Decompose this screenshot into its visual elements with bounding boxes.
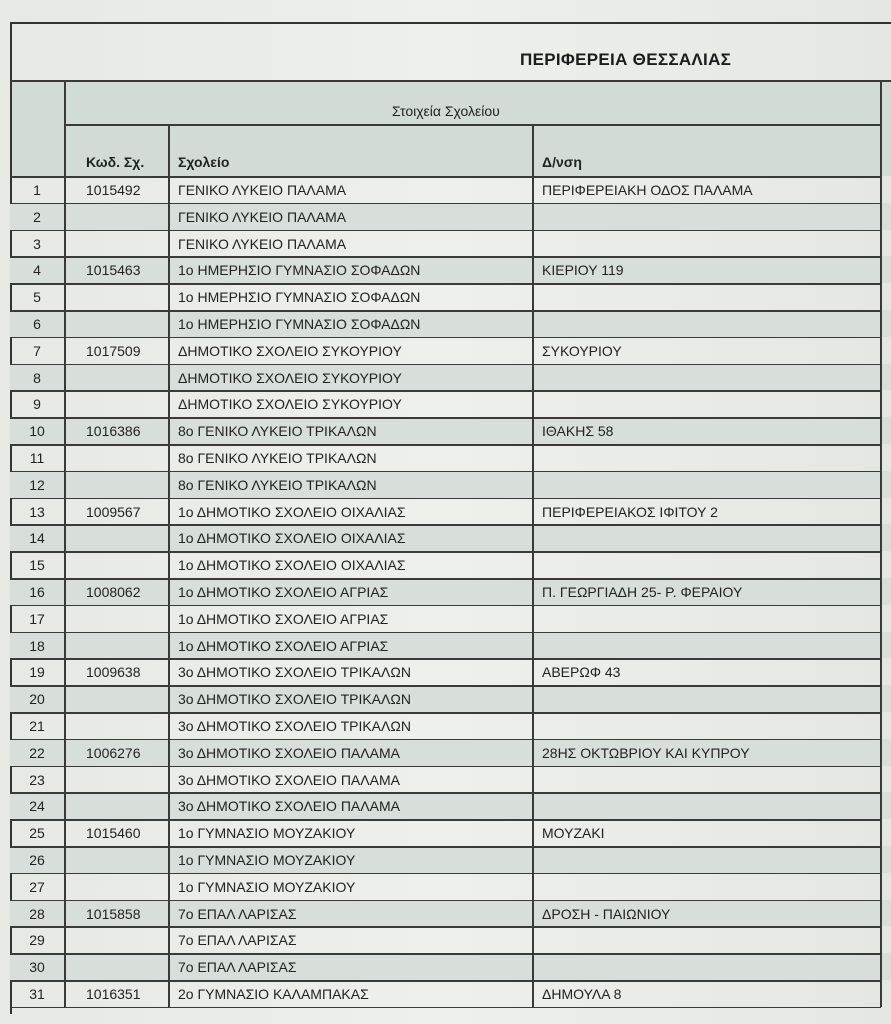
school-code: 1015492 <box>86 182 141 198</box>
school-name: 3ο ΔΗΜΟΤΙΚΟ ΣΧΟΛΕΙΟ ΠΑΛΑΜΑ <box>178 798 400 815</box>
grid-line-horizontal <box>10 658 881 660</box>
row-number: 30 <box>29 959 45 976</box>
row-number: 23 <box>29 771 45 788</box>
grid-line-horizontal <box>10 980 881 982</box>
school-name: 1ο ΔΗΜΟΤΙΚΟ ΣΧΟΛΕΙΟ ΑΓΡΙΑΣ <box>178 584 389 600</box>
row-number: 17 <box>29 610 45 627</box>
school-address: ΠΕΡΙΦΕΡΕΙΑΚΟΣ ΙΦΙΤΟΥ 2 <box>542 503 718 520</box>
grid-line-horizontal <box>10 176 881 178</box>
school-name: 1ο ΔΗΜΟΤΙΚΟ ΣΧΟΛΕΙΟ ΑΓΡΙΑΣ <box>178 610 389 627</box>
school-code: 1015858 <box>86 905 141 922</box>
row-number: 20 <box>29 691 45 708</box>
grid-line-horizontal <box>10 337 881 339</box>
school-name: 2ο ΓΥΜΝΑΣΙΟ ΚΑΛΑΜΠΑΚΑΣ <box>178 986 369 1002</box>
grid-line-vertical <box>168 124 170 1007</box>
grid-line-horizontal <box>10 524 881 526</box>
school-name: 7ο ΕΠΑΛ ΛΑΡΙΣΑΣ <box>178 932 297 949</box>
row-number: 13 <box>29 503 45 520</box>
row-number: 3 <box>33 235 41 252</box>
table-row <box>10 203 891 230</box>
school-address: ΣΥΚΟΥΡΙΟΥ <box>542 342 622 359</box>
grid-line-horizontal <box>10 953 881 955</box>
table-row <box>10 524 891 551</box>
school-address: ΔΡΟΣΗ - ΠΑΙΩΝΙΟΥ <box>542 905 671 922</box>
row-number: 2 <box>33 208 41 225</box>
row-number: 16 <box>29 584 45 600</box>
row-number: 12 <box>29 476 45 493</box>
row-number: 8 <box>33 369 41 386</box>
grid-line-horizontal <box>10 230 881 232</box>
column-header-code: Κωδ. Σχ. <box>86 154 145 170</box>
grid-line-horizontal <box>10 739 881 741</box>
grid-line-horizontal <box>10 712 881 714</box>
school-code: 1009567 <box>86 503 141 520</box>
table-row <box>10 792 891 819</box>
table-row <box>10 471 891 498</box>
school-name: 1ο ΓΥΜΝΑΣΙΟ ΜΟΥΖΑΚΙΟΥ <box>178 825 356 842</box>
school-address: Π. ΓΕΩΡΓΙΑΔΗ 25- Ρ. ΦΕΡΑΙΟΥ <box>542 584 743 600</box>
table-row <box>10 498 891 525</box>
grid-line-horizontal <box>10 471 881 473</box>
school-name: ΓΕΝΙΚΟ ΛΥΚΕΙΟ ΠΑΛΑΜΑ <box>178 235 347 252</box>
table-row <box>10 819 891 846</box>
row-number: 29 <box>29 932 45 949</box>
grid-line-horizontal <box>10 551 881 553</box>
table-row <box>10 605 891 632</box>
school-name: ΔΗΜΟΤΙΚΟ ΣΧΟΛΕΙΟ ΣΥΚΟΥΡΙΟΥ <box>178 369 402 386</box>
grid-line-horizontal <box>10 873 881 875</box>
grid-line-horizontal <box>10 632 881 634</box>
table-row <box>10 417 891 444</box>
school-name: 1ο ΔΗΜΟΤΙΚΟ ΣΧΟΛΕΙΟ ΟΙΧΑΛΙΑΣ <box>178 503 406 520</box>
table-row <box>10 685 891 712</box>
grid-line-horizontal <box>10 364 881 366</box>
school-name: ΓΕΝΙΚΟ ΛΥΚΕΙΟ ΠΑΛΑΜΑ <box>178 208 347 225</box>
row-number: 31 <box>29 986 45 1002</box>
grid-line-vertical <box>532 124 534 1007</box>
school-name: 8ο ΓΕΝΙΚΟ ΛΥΚΕΙΟ ΤΡΙΚΑΛΩΝ <box>178 476 377 493</box>
school-code: 1015463 <box>86 262 141 279</box>
school-address: ΔΗΜΟΥΛΑ 8 <box>542 986 622 1002</box>
school-code: 1006276 <box>86 744 141 761</box>
grid-line-horizontal <box>10 578 881 580</box>
school-name: 1ο ΔΗΜΟΤΙΚΟ ΣΧΟΛΕΙΟ ΟΙΧΑΛΙΑΣ <box>178 557 406 574</box>
school-name: 3ο ΔΗΜΟΤΙΚΟ ΣΧΟΛΕΙΟ ΠΑΛΑΜΑ <box>178 744 400 761</box>
school-name: 3ο ΔΗΜΟΤΙΚΟ ΣΧΟΛΕΙΟ ΤΡΙΚΑΛΩΝ <box>178 691 411 708</box>
school-name: 7ο ΕΠΑΛ ΛΑΡΙΣΑΣ <box>178 905 297 922</box>
school-name: ΔΗΜΟΤΙΚΟ ΣΧΟΛΕΙΟ ΣΥΚΟΥΡΙΟΥ <box>178 396 402 413</box>
grid-line-horizontal <box>10 283 881 285</box>
row-number: 19 <box>29 664 45 681</box>
school-name: 1ο ΗΜΕΡΗΣΙΟ ΓΥΜΝΑΣΙΟ ΣΟΦΑΔΩΝ <box>178 262 421 279</box>
row-number: 24 <box>29 798 45 815</box>
row-number: 26 <box>29 852 45 868</box>
school-name: 8ο ΓΕΝΙΚΟ ΛΥΚΕΙΟ ΤΡΙΚΑΛΩΝ <box>178 450 377 466</box>
school-name: 1ο ΗΜΕΡΗΣΙΟ ΓΥΜΝΑΣΙΟ ΣΟΦΑΔΩΝ <box>178 316 421 332</box>
grid-line-vertical <box>64 80 66 1007</box>
school-address: ΠΕΡΙΦΕΡΕΙΑΚΗ ΟΔΟΣ ΠΑΛΑΜΑ <box>542 182 753 198</box>
row-number: 1 <box>33 182 41 198</box>
school-name: 7ο ΕΠΑΛ ΛΑΡΙΣΑΣ <box>178 959 297 976</box>
row-number: 4 <box>33 262 41 279</box>
school-code: 1016351 <box>86 986 141 1002</box>
school-address: ΚΙΕΡΙΟΥ 119 <box>542 262 624 279</box>
column-header-school: Σχολείο <box>178 154 230 170</box>
school-name: ΔΗΜΟΤΙΚΟ ΣΧΟΛΕΙΟ ΣΥΚΟΥΡΙΟΥ <box>178 342 402 359</box>
school-address: ΙΘΑΚΗΣ 58 <box>542 423 614 440</box>
table-row <box>10 926 891 953</box>
grid-line-horizontal <box>10 310 881 312</box>
school-name: 3ο ΔΗΜΟΤΙΚΟ ΣΧΟΛΕΙΟ ΤΡΙΚΑΛΩΝ <box>178 664 411 681</box>
school-details-header: Στοιχεία Σχολείου <box>392 103 500 119</box>
table-row <box>10 980 891 1007</box>
table-row <box>10 283 891 310</box>
table-row <box>10 846 891 873</box>
column-header-address: Δ/νση <box>542 154 582 170</box>
row-number: 11 <box>29 450 45 466</box>
table-row <box>10 310 891 337</box>
grid-line-horizontal <box>10 444 881 446</box>
row-number: 28 <box>29 905 45 922</box>
school-code: 1008062 <box>86 584 141 600</box>
row-number: 25 <box>29 825 45 842</box>
school-code: 1017509 <box>86 342 141 359</box>
grid-line-horizontal <box>10 846 881 848</box>
grid-line-horizontal <box>10 766 881 768</box>
grid-line-horizontal <box>10 256 881 258</box>
grid-line-horizontal <box>10 605 881 607</box>
school-name: 1ο ΔΗΜΟΤΙΚΟ ΣΧΟΛΕΙΟ ΟΙΧΑΛΙΑΣ <box>178 530 406 547</box>
grid-line-horizontal <box>10 417 881 419</box>
grid-line-horizontal <box>10 80 891 82</box>
region-title: ΠΕΡΙΦΕΡΕΙΑ ΘΕΣΣΑΛΙΑΣ <box>520 50 732 69</box>
row-number: 14 <box>29 530 45 547</box>
table-row <box>10 953 891 980</box>
row-number: 10 <box>29 423 45 440</box>
table-row <box>10 364 891 391</box>
row-number: 6 <box>33 316 41 332</box>
school-name: 1ο ΓΥΜΝΑΣΙΟ ΜΟΥΖΑΚΙΟΥ <box>178 878 356 895</box>
table-row <box>10 230 891 257</box>
school-code: 1015460 <box>86 825 141 842</box>
grid-line-horizontal <box>10 819 881 821</box>
school-name: 1ο ΗΜΕΡΗΣΙΟ ΓΥΜΝΑΣΙΟ ΣΟΦΑΔΩΝ <box>178 289 421 306</box>
table-row <box>10 256 891 283</box>
row-number: 22 <box>29 744 45 761</box>
row-number: 5 <box>33 289 41 306</box>
table-row <box>10 658 891 685</box>
school-name: ΓΕΝΙΚΟ ΛΥΚΕΙΟ ΠΑΛΑΜΑ <box>178 182 347 198</box>
school-code: 1016386 <box>86 423 141 440</box>
school-name: 8ο ΓΕΝΙΚΟ ΛΥΚΕΙΟ ΤΡΙΚΑΛΩΝ <box>178 423 377 440</box>
table-row <box>10 766 891 793</box>
table-row <box>10 712 891 739</box>
grid-line-horizontal <box>10 1007 881 1009</box>
table-row <box>10 578 891 605</box>
school-address: 28ΗΣ ΟΚΤΩΒΡΙΟΥ ΚΑΙ ΚΥΠΡΟΥ <box>542 744 750 761</box>
table-row <box>10 337 891 364</box>
grid-line-horizontal <box>10 792 881 794</box>
school-name: 3ο ΔΗΜΟΤΙΚΟ ΣΧΟΛΕΙΟ ΤΡΙΚΑΛΩΝ <box>178 718 411 734</box>
school-name: 1ο ΓΥΜΝΑΣΙΟ ΜΟΥΖΑΚΙΟΥ <box>178 852 356 868</box>
school-code: 1009638 <box>86 664 141 681</box>
row-number: 21 <box>29 718 45 734</box>
table-row <box>10 444 891 471</box>
table-row <box>10 739 891 766</box>
table-row <box>10 390 891 417</box>
grid-line-horizontal <box>64 124 881 126</box>
grid-line-horizontal <box>10 900 881 902</box>
grid-line-horizontal <box>10 498 881 500</box>
grid-line-horizontal <box>10 926 881 928</box>
table-row <box>10 551 891 578</box>
table-row <box>10 176 891 203</box>
table-row <box>10 873 891 900</box>
row-number: 18 <box>29 637 45 654</box>
grid-line-horizontal <box>10 203 881 205</box>
grid-line-horizontal <box>10 685 881 687</box>
school-name: 3ο ΔΗΜΟΤΙΚΟ ΣΧΟΛΕΙΟ ΠΑΛΑΜΑ <box>178 771 400 788</box>
row-number: 15 <box>29 557 45 574</box>
grid-line-vertical <box>880 80 882 1007</box>
row-number: 27 <box>29 878 45 895</box>
school-name: 1ο ΔΗΜΟΤΙΚΟ ΣΧΟΛΕΙΟ ΑΓΡΙΑΣ <box>178 637 389 654</box>
row-number: 9 <box>33 396 41 413</box>
table-row <box>10 632 891 659</box>
table-row <box>10 900 891 927</box>
school-address: ΑΒΕΡΩΦ 43 <box>542 664 621 681</box>
row-number: 7 <box>33 342 41 359</box>
school-address: ΜΟΥΖΑΚΙ <box>542 825 605 842</box>
grid-line-horizontal <box>10 390 881 392</box>
